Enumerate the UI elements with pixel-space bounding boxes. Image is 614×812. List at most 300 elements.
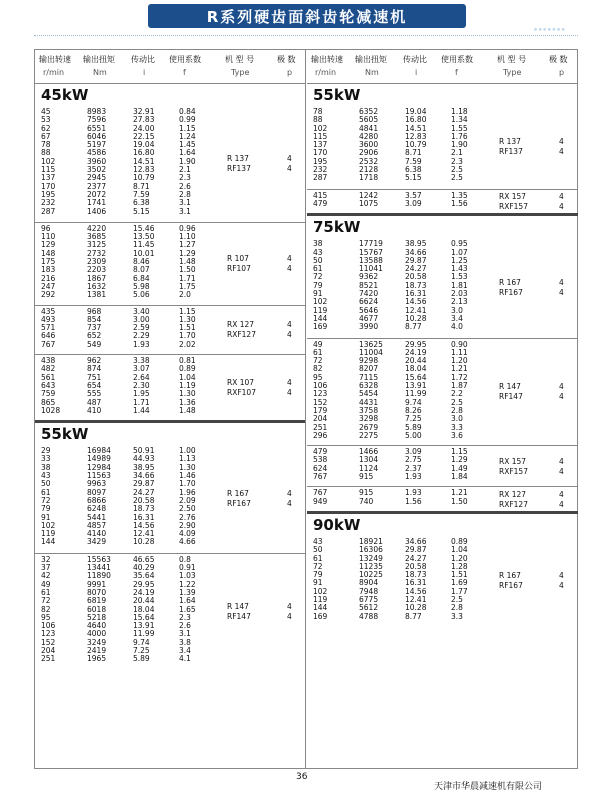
factor-value: 2.8 [179, 189, 191, 199]
ratio-value: 32.91 [133, 107, 155, 116]
torque-value-column [87, 556, 111, 664]
factor-value: 1.90 [451, 140, 468, 150]
torque-value: 3685 [87, 232, 107, 242]
torque-value: 2906 [359, 148, 379, 158]
speed-value: 287 [41, 206, 56, 216]
factor-value: 0.81 [179, 356, 196, 366]
pole-count: 4 [559, 392, 564, 402]
speed-value-column [41, 357, 60, 415]
model-block [35, 445, 305, 553]
model-block [307, 106, 578, 189]
poles-value [559, 571, 564, 591]
hdr-poles: 极 数 [549, 55, 568, 64]
model-block [35, 305, 305, 355]
factor-value: 1.04 [451, 545, 468, 555]
torque-value: 1632 [87, 281, 107, 291]
factor-value: 1.34 [451, 115, 468, 125]
poles-value [287, 489, 292, 509]
speed-value-column [41, 556, 55, 664]
torque-value: 2532 [359, 156, 379, 166]
speed-value: 123 [41, 629, 56, 639]
torque-value: 1124 [359, 463, 379, 473]
speed-value: 38 [313, 239, 323, 249]
factor-value: 1.75 [179, 281, 196, 291]
pole-count: 4 [287, 378, 292, 388]
ratio-value: 6.38 [133, 198, 150, 208]
ratio-value: 29.95 [133, 579, 155, 589]
torque-value: 915 [359, 488, 374, 498]
pole-count: 4 [559, 489, 564, 499]
poles-value [559, 278, 564, 298]
torque-value: 4677 [359, 313, 379, 323]
speed-value: 82 [313, 364, 323, 374]
torque-value: 7115 [359, 372, 379, 382]
factor-value: 1.64 [179, 148, 196, 158]
factor-value: 3.1 [179, 206, 191, 216]
pole-count: 4 [287, 330, 292, 340]
model-type-label: RX 157 [499, 191, 527, 201]
title-rule [34, 35, 578, 36]
factor-value: 1.49 [451, 463, 468, 473]
speed-value: 37 [41, 563, 51, 573]
ratio-value: 20.58 [405, 561, 427, 571]
ratio-value: 14.56 [405, 586, 427, 596]
speed-value: 95 [41, 612, 51, 622]
torque-value: 13625 [359, 339, 383, 349]
factor-value: 1.43 [451, 264, 468, 274]
torque-value-column [87, 108, 106, 216]
speed-value: 102 [41, 156, 56, 166]
torque-value: 7420 [359, 289, 379, 299]
ratio-value: 1.56 [405, 496, 422, 506]
factor-value: 0.89 [451, 536, 468, 546]
torque-value: 5454 [359, 389, 379, 399]
torque-value: 555 [87, 389, 102, 399]
factor-value: 1.07 [451, 247, 468, 257]
torque-value: 1741 [87, 198, 107, 208]
ratio-value: 19.04 [405, 107, 427, 116]
power-section [35, 420, 305, 668]
speed-value-column [313, 240, 327, 331]
torque-value: 15563 [87, 554, 111, 564]
factor-value: 1.96 [179, 487, 196, 497]
pole-count: 4 [559, 456, 564, 466]
model-type [227, 154, 251, 174]
model-type [499, 192, 528, 212]
speed-value-column [313, 108, 327, 183]
torque-value: 6819 [87, 596, 107, 606]
poles-value [559, 382, 564, 402]
factor-value: 0.99 [179, 115, 196, 125]
torque-value: 6046 [87, 131, 107, 141]
ratio-value: 8.26 [405, 405, 422, 415]
factor-value-column [179, 108, 196, 216]
ratio-value: 5.89 [405, 422, 422, 432]
torque-value: 13249 [359, 553, 383, 563]
factor-value: 2.1 [179, 165, 191, 175]
speed-value: 102 [41, 520, 56, 530]
pole-count: 4 [559, 287, 564, 297]
speed-value: 175 [41, 257, 56, 267]
factor-value: 1.18 [451, 107, 468, 116]
decorative-dots: ▪▪▪▪▪▪▪ [533, 26, 566, 33]
speed-value-column [313, 341, 327, 441]
factor-value: 2.02 [179, 339, 196, 349]
speed-value: 53 [41, 115, 51, 125]
speed-value: 49 [313, 339, 323, 349]
torque-value: 10225 [359, 570, 383, 580]
factor-value: 1.25 [451, 255, 468, 265]
model-type [227, 320, 256, 340]
right-column [307, 50, 578, 768]
factor-value: 1.70 [179, 331, 196, 341]
torque-value: 968 [87, 306, 102, 316]
factor-value: 2.1 [451, 148, 463, 158]
ratio-value: 5.00 [405, 430, 422, 440]
factor-value: 2.8 [451, 405, 463, 415]
speed-value: 50 [313, 545, 323, 555]
torque-value: 12984 [87, 462, 111, 472]
speed-value: 251 [313, 422, 328, 432]
ratio-value: 3.38 [133, 356, 150, 366]
torque-value: 874 [87, 364, 102, 374]
hdr-ratio: 传动比 [131, 55, 155, 64]
speed-value: 479 [313, 447, 328, 457]
unit-torque: Nm [93, 68, 107, 77]
ratio-value: 24.19 [133, 587, 155, 597]
model-block [35, 553, 305, 669]
model-type [499, 382, 523, 402]
ratio-value: 12.83 [133, 165, 155, 175]
torque-value: 3249 [87, 637, 107, 647]
torque-value-column [359, 341, 383, 441]
poles-value [287, 378, 292, 398]
speed-value: 137 [313, 140, 328, 150]
model-block [307, 536, 578, 627]
model-type-label: RF147 [227, 611, 251, 621]
left-column [35, 50, 306, 768]
torque-value: 2945 [87, 173, 107, 183]
torque-value: 6352 [359, 107, 379, 116]
ratio-value: 29.87 [405, 255, 427, 265]
torque-value-column [359, 489, 373, 506]
ratio-value: 6.38 [405, 165, 422, 175]
torque-value: 2419 [87, 646, 107, 656]
speed-value: 62 [41, 123, 51, 133]
speed-value-column [313, 192, 327, 209]
torque-value-column [359, 448, 378, 481]
ratio-value: 11.45 [133, 240, 155, 250]
speed-value: 43 [41, 471, 51, 481]
ratio-value-column [133, 225, 154, 300]
factor-value-column [451, 448, 468, 481]
factor-value: 1.20 [451, 553, 468, 563]
factor-value: 3.4 [451, 313, 463, 323]
speed-value: 91 [313, 289, 323, 299]
hdr-ratio: 传动比 [403, 55, 427, 64]
torque-value: 1867 [87, 273, 107, 283]
ratio-value: 44.93 [133, 454, 155, 464]
model-block [35, 222, 305, 305]
torque-value: 4140 [87, 529, 107, 539]
speed-value: 767 [313, 488, 328, 498]
ratio-value: 2.37 [405, 463, 422, 473]
factor-value: 1.51 [179, 323, 196, 333]
torque-value: 5612 [359, 603, 379, 613]
torque-value: 6624 [359, 297, 379, 307]
factor-value: 1.50 [451, 496, 468, 506]
factor-value: 3.1 [179, 198, 191, 208]
factor-value: 2.3 [179, 173, 191, 183]
ratio-value: 16.31 [133, 512, 155, 522]
poles-value [287, 154, 292, 174]
speed-value: 137 [41, 173, 56, 183]
ratio-value: 29.87 [133, 479, 155, 489]
ratio-value: 24.27 [133, 487, 155, 497]
factor-value: 0.95 [451, 239, 468, 249]
factor-value: 3.6 [451, 430, 463, 440]
speed-value: 61 [41, 487, 51, 497]
model-type-label: RF167 [499, 287, 523, 297]
factor-value: 0.89 [179, 364, 196, 374]
hdr-factor: 使用系数 [441, 55, 473, 64]
speed-value-column [313, 538, 327, 621]
torque-value-column [359, 240, 383, 331]
speed-value-column [41, 447, 55, 547]
factor-value: 2.8 [451, 603, 463, 613]
unit-type: Type [231, 68, 250, 77]
factor-value: 2.3 [451, 156, 463, 166]
pole-count: 4 [559, 382, 564, 392]
torque-value: 5605 [359, 115, 379, 125]
model-type-label: RF137 [499, 147, 523, 157]
speed-value: 119 [313, 305, 328, 315]
speed-value: 646 [41, 331, 56, 341]
factor-value: 1.72 [451, 372, 468, 382]
torque-value: 1406 [87, 206, 107, 216]
ratio-value: 2.75 [405, 455, 422, 465]
factor-value: 4.66 [179, 537, 196, 547]
torque-value: 915 [359, 472, 374, 482]
ratio-value: 18.73 [405, 280, 427, 290]
model-type [499, 571, 523, 591]
ratio-value: 12.41 [405, 595, 427, 605]
speed-value: 643 [41, 380, 56, 390]
ratio-value: 15.64 [133, 612, 155, 622]
ratio-value: 11.99 [405, 389, 427, 399]
model-type [227, 602, 251, 622]
speed-value: 152 [313, 397, 328, 407]
speed-value: 43 [313, 247, 323, 257]
ratio-value: 18.73 [133, 504, 155, 514]
torque-value: 5646 [359, 305, 379, 315]
poles-value [559, 192, 564, 212]
speed-value: 33 [41, 454, 51, 464]
factor-value: 1.28 [451, 561, 468, 571]
torque-value-column [87, 447, 111, 547]
speed-value: 61 [41, 587, 51, 597]
power-label: 75kW [313, 218, 361, 237]
model-type-label: RF107 [227, 264, 251, 274]
unit-torque: Nm [365, 68, 379, 77]
poles-value [559, 137, 564, 157]
ratio-value: 15.46 [133, 223, 155, 233]
torque-value: 3990 [359, 322, 379, 332]
speed-value: 102 [313, 297, 328, 307]
torque-value: 962 [87, 356, 102, 366]
ratio-value: 24.27 [405, 264, 427, 274]
torque-value: 652 [87, 331, 102, 341]
factor-value: 2.5 [451, 397, 463, 407]
ratio-value: 40.29 [133, 563, 155, 573]
speed-value: 50 [313, 255, 323, 265]
torque-value: 3298 [359, 414, 379, 424]
factor-value: 2.76 [179, 512, 196, 522]
factor-value-column [451, 108, 468, 183]
speed-value: 179 [313, 405, 328, 415]
speed-value: 78 [41, 140, 51, 150]
speed-value: 129 [41, 240, 56, 250]
speed-value: 144 [313, 603, 328, 613]
unit-factor: f [183, 68, 186, 77]
factor-value: 1.76 [451, 131, 468, 141]
model-type-label: RX 157 [499, 456, 527, 466]
power-label: 55kW [41, 425, 89, 444]
factor-value: 1.84 [451, 472, 468, 482]
torque-value: 11004 [359, 347, 383, 357]
torque-value: 1242 [359, 190, 379, 200]
factor-value: 2.5 [451, 173, 463, 183]
speed-value: 538 [313, 455, 328, 465]
torque-value: 2679 [359, 422, 379, 432]
model-type-label: RX 127 [227, 320, 255, 330]
ratio-value: 38.95 [133, 462, 155, 472]
hdr-speed: 输出转速 [39, 55, 71, 64]
speed-value: 415 [313, 190, 328, 200]
ratio-value: 13.91 [133, 621, 155, 631]
speed-value: 29 [41, 446, 51, 456]
speed-value: 183 [41, 265, 56, 275]
torque-value: 9362 [359, 272, 379, 282]
factor-value: 2.03 [451, 289, 468, 299]
speed-value-column [41, 108, 55, 216]
factor-value: 1.69 [451, 578, 468, 588]
torque-value: 5441 [87, 512, 107, 522]
ratio-value-column [405, 108, 426, 183]
ratio-value: 27.83 [133, 115, 155, 125]
factor-value: 1.30 [179, 389, 196, 399]
factor-value: 1.15 [179, 306, 196, 316]
ratio-value: 2.64 [133, 372, 150, 382]
torque-value: 4000 [87, 629, 107, 639]
pole-count: 4 [559, 191, 564, 201]
speed-value: 91 [313, 578, 323, 588]
ratio-value: 1.93 [133, 339, 150, 349]
factor-value: 2.13 [451, 297, 468, 307]
torque-value: 13441 [87, 563, 111, 573]
model-type [499, 137, 523, 157]
ratio-value: 8.71 [405, 148, 422, 158]
torque-value: 17719 [359, 239, 383, 249]
model-type-label: R 137 [499, 137, 521, 147]
unit-ratio: i [415, 68, 418, 77]
factor-value: 1.51 [451, 570, 468, 580]
ratio-value-column [405, 448, 422, 481]
ratio-value-column [133, 357, 150, 415]
torque-value: 9991 [87, 579, 107, 589]
factor-value: 2.5 [451, 595, 463, 605]
unit-speed: r/min [315, 68, 337, 77]
speed-value: 61 [313, 347, 323, 357]
model-type [499, 490, 528, 510]
factor-value-column [179, 308, 196, 349]
hdr-poles: 极 数 [277, 55, 296, 64]
speed-value: 169 [313, 611, 328, 621]
ratio-value: 50.91 [133, 446, 155, 456]
ratio-value: 14.56 [405, 297, 427, 307]
speed-value: 561 [41, 372, 56, 382]
model-type-label: RX 107 [227, 378, 255, 388]
torque-value: 2732 [87, 248, 107, 258]
speed-value: 624 [313, 463, 328, 473]
speed-value: 119 [313, 595, 328, 605]
pole-count: 4 [287, 611, 292, 621]
torque-value: 8097 [87, 487, 107, 497]
model-type-label: R 107 [227, 254, 249, 264]
torque-value: 15767 [359, 247, 383, 257]
ratio-value: 1.93 [405, 488, 422, 498]
ratio-value-column [133, 556, 154, 664]
factor-value-column [179, 556, 196, 664]
factor-value: 1.24 [179, 131, 196, 141]
speed-value: 115 [41, 165, 56, 175]
ratio-value: 7.59 [405, 156, 422, 166]
speed-value: 216 [41, 273, 56, 283]
ratio-value: 16.31 [405, 578, 427, 588]
model-type-label: RXF157 [499, 466, 528, 476]
ratio-value: 10.79 [133, 173, 155, 183]
power-label: 90kW [313, 515, 361, 534]
ratio-value: 5.06 [133, 290, 150, 300]
speed-value: 571 [41, 323, 56, 333]
speed-value: 61 [313, 553, 323, 563]
factor-value: 1.30 [179, 462, 196, 472]
factor-value: 2.50 [179, 504, 196, 514]
torque-value: 1965 [87, 654, 107, 664]
ratio-value: 7.25 [133, 646, 150, 656]
torque-value: 487 [87, 397, 102, 407]
speed-value: 195 [313, 156, 328, 166]
speed-value: 144 [41, 537, 56, 547]
ratio-value: 24.00 [133, 123, 155, 133]
pole-count: 4 [559, 201, 564, 211]
ratio-value: 7.25 [405, 414, 422, 424]
model-block [35, 106, 305, 222]
torque-value: 13588 [359, 255, 383, 265]
ratio-value: 2.59 [133, 323, 150, 333]
model-type-label: RF147 [499, 392, 523, 402]
torque-value-column [87, 308, 101, 349]
torque-value: 14989 [87, 454, 111, 464]
factor-value: 3.0 [451, 414, 463, 424]
factor-value: 1.30 [179, 314, 196, 324]
ratio-value: 10.28 [405, 603, 427, 613]
ratio-value: 14.51 [133, 156, 155, 166]
ratio-value: 34.66 [405, 536, 427, 546]
ratio-value-column [133, 447, 154, 547]
speed-value: 72 [41, 596, 51, 606]
torque-value: 2275 [359, 430, 379, 440]
